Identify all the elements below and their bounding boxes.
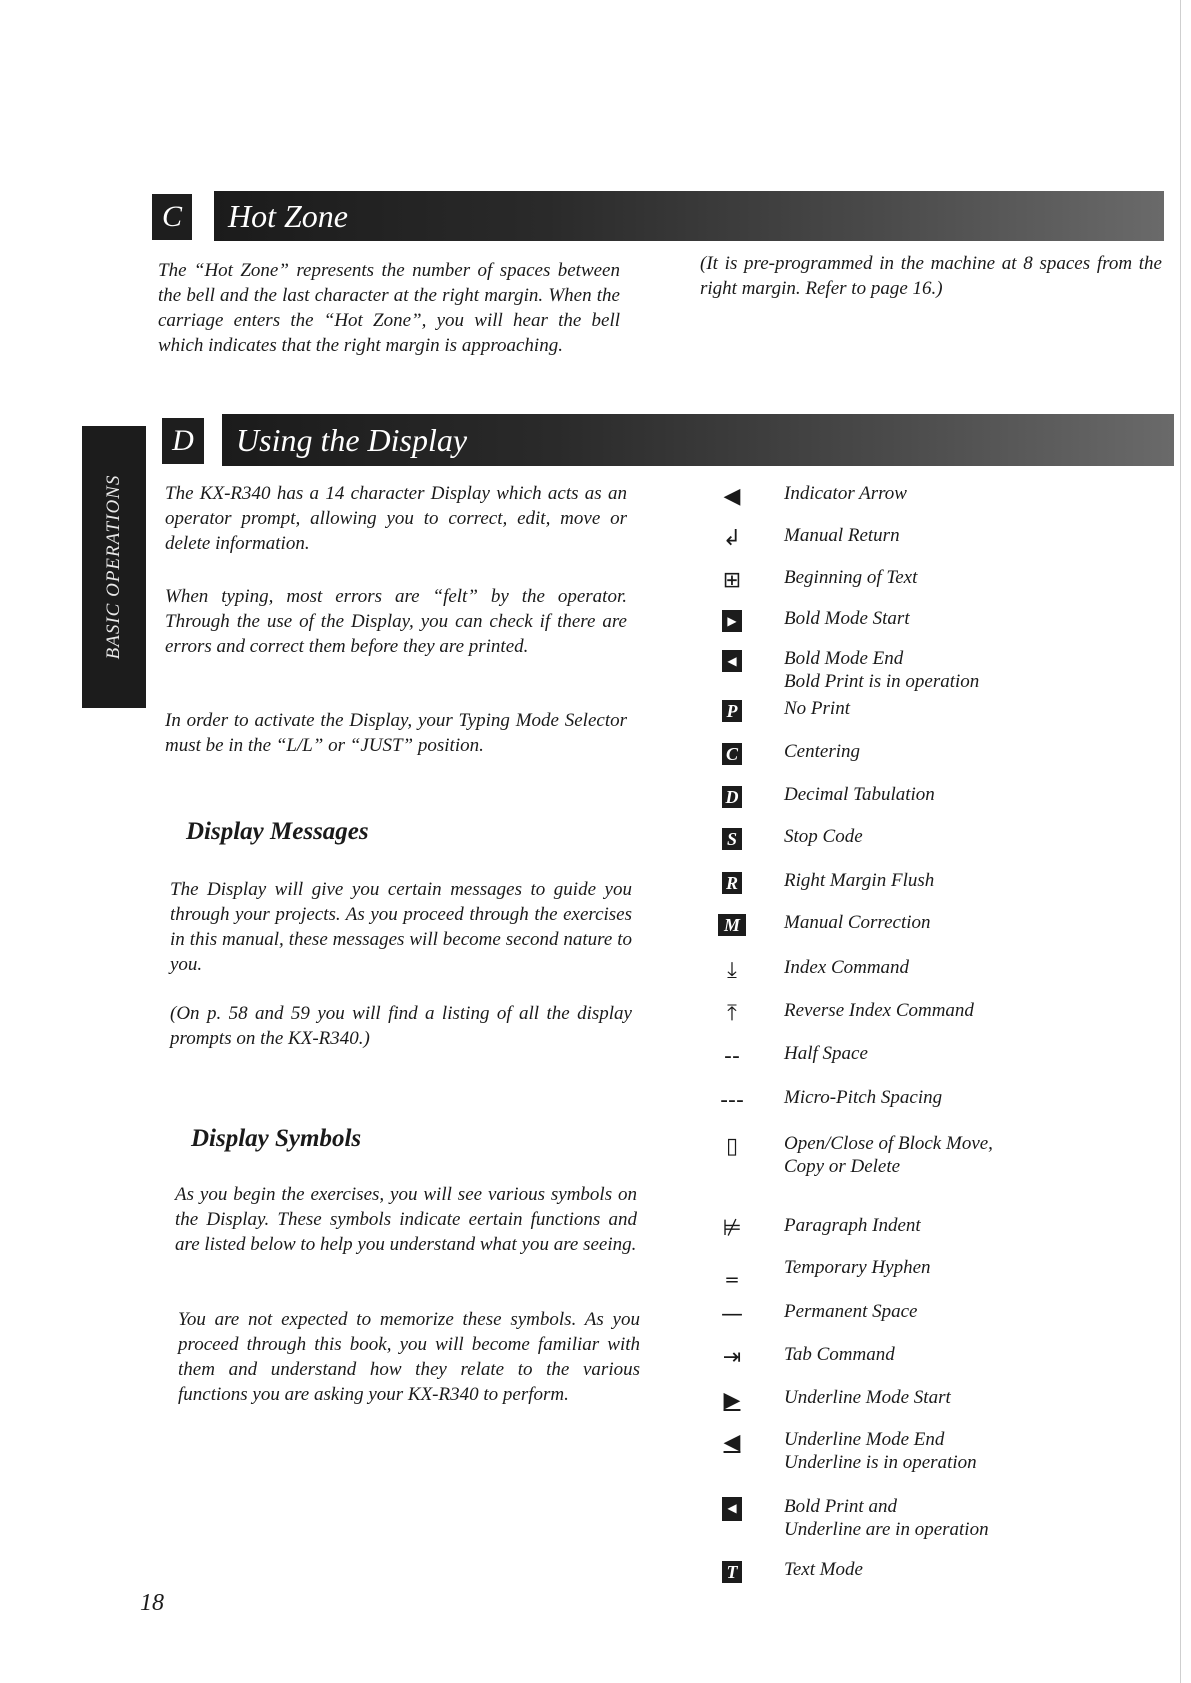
side-tab-label: BASIC OPERATIONS [103,474,124,660]
manual-return-icon [708,520,756,556]
symbol-row [708,562,1148,602]
symbol-row [708,1296,1148,1336]
symbol-label: Tab Command [784,1344,895,1365]
permanent-space-icon [708,1296,756,1332]
symbol-row [708,1252,1148,1292]
text-mode-icon-glyph: T [722,1561,742,1583]
no-print-icon [708,693,756,729]
symbol-row [708,821,1148,861]
symbol-row [708,779,1148,819]
symbol-label: Indicator Arrow [784,483,907,504]
display-symbols-heading: Display Symbols [191,1125,362,1152]
centering-icon [708,736,756,772]
symbol-row [708,478,1148,518]
symbol-row [708,643,1148,692]
symbol-label: No Print [784,698,850,719]
symbol-row [708,693,1148,733]
tab-command-icon [708,1339,756,1375]
symbol-label-line2: Underline are in operation [784,1519,989,1540]
symbol-label: Beginning of Text [784,567,918,588]
centering-icon-glyph: C [722,743,742,765]
symbol-label: Bold Mode End [784,648,904,669]
micro-pitch-icon-glyph: --- [720,1087,744,1113]
symbol-label: Bold Mode Start [784,608,910,629]
symbol-row [708,603,1148,643]
bold-start-icon [708,603,756,639]
symbol-label-line2: Underline is in operation [784,1452,977,1473]
decimal-tab-icon [708,779,756,815]
right-margin-flush-icon [708,865,756,901]
manual-return-icon-glyph: ↲ [722,525,742,551]
hot-zone-note: (It is pre-programmed in the machine at 8 spaces from the right margin. Refer to page 16.) [700,253,1162,299]
text-mode-icon [708,1554,756,1590]
symbols-paragraph-2: You are not expected to memorize these symbols. As you proceed through this book, you will become familiar with them and understand how they relate to the various functions you are asking your KX-R340 to perform. [178,1309,640,1405]
symbol-row [708,995,1148,1035]
temporary-hyphen-icon-glyph: ‗ [726,1257,738,1283]
index-command-icon [708,952,756,988]
symbol-label: Centering [784,741,860,762]
paragraph-indent-icon [708,1210,756,1246]
half-space-icon-glyph: -- [724,1043,740,1069]
side-tab-basic-operations [82,426,146,708]
symbol-label-line2: Copy or Delete [784,1156,901,1177]
display-paragraph-3: In order to activate the Display, your Typing Mode Selector must be in the “L/L” or “JUST” position. [165,710,627,756]
symbol-row [708,952,1148,992]
symbol-label: Underline Mode End [784,1429,945,1450]
reverse-index-icon-glyph: ⤒ [727,1000,737,1026]
symbol-label: Micro-Pitch Spacing [784,1087,943,1108]
section-letter-d: D [162,418,204,464]
decimal-tab-icon-glyph: D [722,786,742,808]
display-paragraph-2: When typing, most errors are “felt” by the operator. Through the use of the Display, you can check if there are errors and correct them before they are printed. [165,586,627,657]
hot-zone-paragraph: The “Hot Zone” represents the number of spaces between the bell and the last character at the right margin. When the carriage enters the “Hot Zone”, you will hear the bell which indicates that the right margin is approaching. [158,260,620,356]
symbol-row [708,1554,1148,1594]
symbol-label: Open/Close of Block Move, [784,1133,993,1154]
bold-underline-icon-glyph: ◀ [722,1497,742,1521]
symbol-row [708,1128,1148,1177]
page-number: 18 [140,1590,164,1616]
block-move-icon [708,1128,756,1164]
permanent-space-icon-glyph: — [721,1301,743,1327]
manual-correction-icon-glyph: M [718,914,746,936]
index-command-icon-glyph: ⤓ [727,957,737,983]
symbol-label: Temporary Hyphen [784,1257,931,1278]
hot-zone-title: Hot Zone [214,191,1164,241]
symbol-label: Half Space [784,1043,868,1064]
symbol-label: Underline Mode Start [784,1387,951,1408]
symbol-label: Decimal Tabulation [784,784,935,805]
manual-correction-icon [708,907,756,943]
symbol-label: Bold Print and [784,1496,897,1517]
symbol-row [708,1424,1148,1473]
paragraph-indent-icon-glyph: ⊭ [722,1215,742,1241]
symbol-row [708,1082,1148,1122]
half-space-icon [708,1038,756,1074]
messages-paragraph-2: (On p. 58 and 59 you will find a listing of all the display prompts on the KX-R340.) [170,1003,632,1049]
symbol-label: Stop Code [784,826,863,847]
symbols-paragraph-1: As you begin the exercises, you will see various symbols on the Display. These symbols indicate eertain functions and are listed below to help you understand what you are seeing. [175,1184,637,1255]
underline-end-icon [708,1424,756,1460]
indicator-arrow-icon-glyph: ◀ [723,483,741,509]
temporary-hyphen-icon [708,1252,756,1288]
symbol-label: Right Margin Flush [784,870,935,891]
symbol-label: Manual Correction [784,912,931,933]
symbol-row [708,1339,1148,1379]
symbol-label: Manual Return [784,525,900,546]
symbol-label: Paragraph Indent [784,1215,921,1236]
page-edge-rule [1180,0,1181,1683]
symbol-label: Text Mode [784,1559,863,1580]
stop-code-icon-glyph: S [722,828,742,850]
symbol-row [708,1382,1148,1422]
indicator-arrow-icon [708,478,756,514]
display-paragraph-1: The KX-R340 has a 14 character Display which acts as an operator prompt, allowing you to correct, edit, move or delete information. [165,483,627,554]
symbol-row [708,907,1148,947]
underline-start-icon [708,1382,756,1418]
symbol-row [708,1491,1148,1540]
messages-paragraph-1: The Display will give you certain messages to guide you through your projects. As you proceed through the exercises in this manual, these messages will become second nature to you. [170,879,632,975]
symbol-row [708,736,1148,776]
symbol-row [708,865,1148,905]
bold-end-icon [708,643,756,679]
block-move-icon-glyph: ▯ [725,1133,739,1159]
section-letter-c: C [152,194,192,240]
beginning-of-text-icon [708,562,756,598]
symbol-label: Permanent Space [784,1301,918,1322]
underline-start-icon-glyph: ▶ [723,1387,741,1413]
symbol-row [708,520,1148,560]
symbol-row [708,1038,1148,1078]
symbol-label-line2: Bold Print is in operation [784,671,980,692]
tab-command-icon-glyph: ⇥ [722,1344,742,1370]
underline-end-icon-glyph: ◀ [723,1429,741,1455]
display-messages-heading: Display Messages [186,818,369,845]
bold-underline-icon [708,1491,756,1527]
symbol-label: Index Command [784,957,910,978]
beginning-of-text-icon-glyph: ⊞ [722,567,742,593]
no-print-icon-glyph: P [722,700,742,722]
bold-end-icon-glyph: ◀ [722,650,742,672]
micro-pitch-icon [708,1082,756,1118]
bold-start-icon-glyph: ▶ [722,610,742,632]
using-display-title: Using the Display [222,414,1174,466]
right-margin-flush-icon-glyph: R [722,872,742,894]
symbol-row [708,1210,1148,1250]
stop-code-icon [708,821,756,857]
reverse-index-icon [708,995,756,1031]
symbol-label: Reverse Index Command [784,1000,974,1021]
